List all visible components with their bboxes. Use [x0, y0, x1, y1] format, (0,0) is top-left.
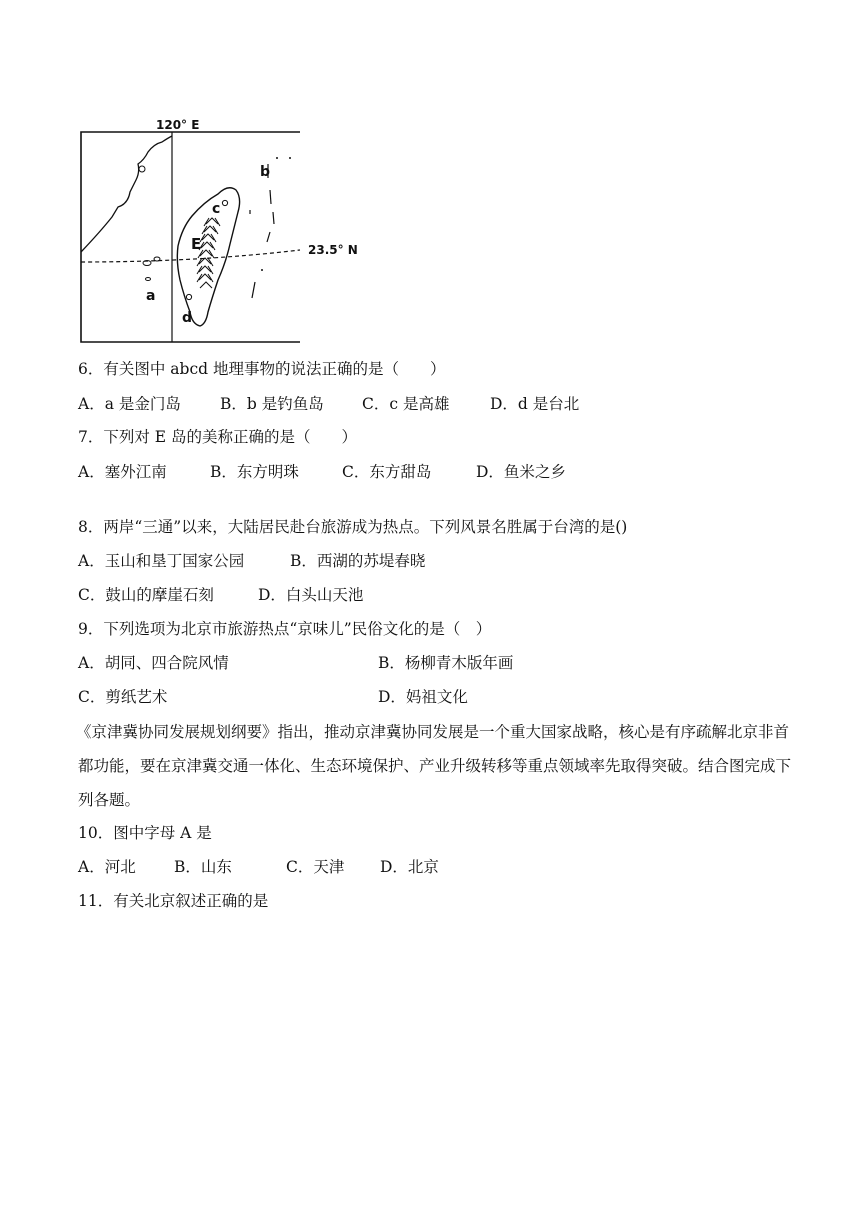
question-10-option-a[interactable]: A．河北	[78, 858, 136, 876]
passage-paragraph: 《京津冀协同发展规划纲要》指出，推动京津冀协同发展是一个重大国家战略，核心是有序疏解北京非首都功能，要在京津冀交通一体化、生态环境保护、产业升级转移等重点领域率先取得突破。结合图完成下列各题。	[76, 723, 792, 809]
question-6-option-d[interactable]: D．d 是台北	[490, 395, 580, 413]
question-8-option-d[interactable]: D．白头山天池	[258, 586, 364, 604]
question-7-stem: 7．下列对 E 岛的美称正确的是（ ）	[78, 428, 358, 446]
question-7-option-c[interactable]: C．东方甜岛	[342, 463, 432, 481]
label-c: c	[212, 201, 221, 217]
taiwan-map	[78, 112, 378, 344]
question-6-option-a[interactable]: A．a 是金门岛	[78, 395, 181, 413]
question-9-option-b[interactable]: B．杨柳青木版年画	[378, 654, 514, 672]
label-e: E	[191, 235, 202, 253]
question-6-stem: 6．有关图中 abcd 地理事物的说法正确的是（ ）	[78, 360, 446, 378]
question-9-option-c[interactable]: C．剪纸艺术	[78, 688, 168, 706]
question-8-stem: 8．两岸“三通”以来，大陆居民赴台旅游成为热点。下列风景名胜属于台湾的是()	[78, 518, 628, 536]
question-8-option-c[interactable]: C．鼓山的摩崖石刻	[78, 586, 214, 604]
question-9-option-d[interactable]: D．妈祖文化	[378, 688, 468, 706]
question-7-option-d[interactable]: D．鱼米之乡	[476, 463, 566, 481]
label-b: b	[260, 164, 271, 180]
question-6-option-b[interactable]: B．b 是钓鱼岛	[220, 395, 324, 413]
mountain-range	[197, 218, 220, 288]
tropic-label: 23.5° N	[308, 243, 358, 257]
question-8-option-a[interactable]: A．玉山和垦丁国家公园	[78, 552, 245, 570]
question-9-stem: 9．下列选项为北京市旅游热点“京味儿”民俗文化的是（ ）	[78, 620, 492, 638]
label-a: a	[146, 288, 156, 304]
question-7-option-a[interactable]: A．塞外江南	[78, 463, 167, 481]
question-10-option-b[interactable]: B．山东	[174, 858, 232, 876]
question-10-option-d[interactable]: D．北京	[380, 858, 439, 876]
city-c-marker	[222, 200, 227, 205]
city-d-marker	[186, 294, 191, 299]
question-10-option-c[interactable]: C．天津	[286, 858, 345, 876]
question-9-option-a[interactable]: A．胡同、四合院风情	[78, 654, 229, 672]
question-8-option-b[interactable]: B．西湖的苏堤春晓	[290, 552, 426, 570]
question-11-stem: 11．有关北京叙述正确的是	[78, 892, 269, 910]
meridian-label: 120° E	[156, 118, 200, 132]
label-d: d	[182, 310, 193, 326]
question-6-option-c[interactable]: C．c 是高雄	[362, 395, 450, 413]
question-7-option-b[interactable]: B．东方明珠	[210, 463, 299, 481]
eastern-islands	[250, 164, 274, 298]
question-10-stem: 10．图中字母 A 是	[78, 824, 212, 842]
mainland-coastline	[81, 136, 172, 252]
